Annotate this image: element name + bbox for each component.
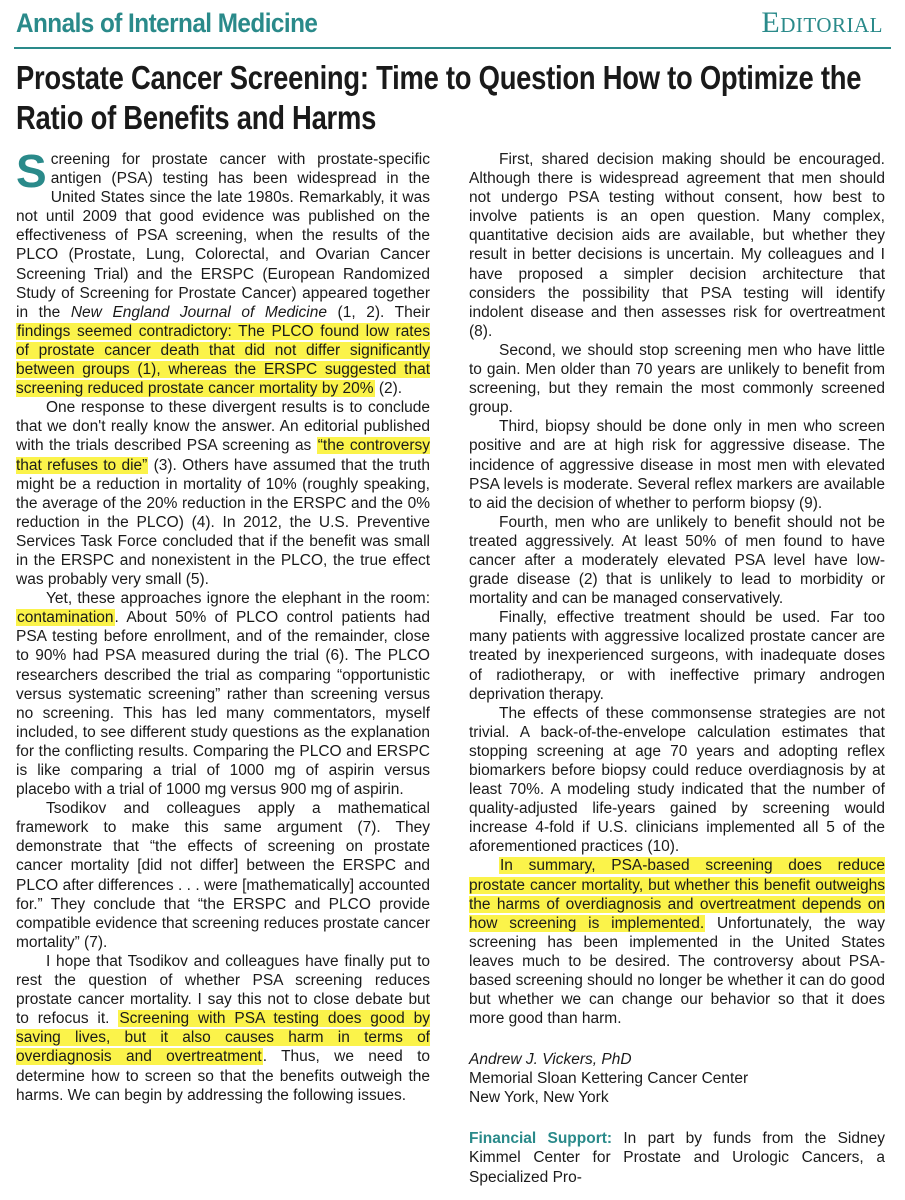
highlighted-text: findings seemed contradictory: The PLCO found low rates of prostate cancer death that did not differ significantly between groups (1), whereas the ERSPC suggested that screening reduced prostate cancer mortality by 20% bbox=[16, 322, 430, 398]
highlighted-text: Screening with PSA testing does good by saving lives, but it also causes harm in terms of overdiagnosis and overtreatment bbox=[16, 1010, 430, 1066]
paragraph bbox=[469, 856, 885, 1028]
text-run: Unfortunately, the way screening has been implemented in the United States leaves much to be desired. The controversy about PSA-based screening should no longer be whether it can do good but whether we can change our behavior so that it does more good than harm. bbox=[469, 914, 885, 1028]
paragraph: Tsodikov and colleagues apply a mathematical framework to make this same argument (7). They demonstrate that “the effects of screening on prostate cancer mortality [did not differ] between the ERSPC and PLCO after differences . . . were [mathematically] accounted for.” They conclude that “the ERSPC and PLCO provide compatible evidence that screening reduces prostate cancer mortality” (7). bbox=[16, 800, 430, 951]
journal-name: Annals of Internal Medicine bbox=[16, 8, 318, 38]
journal-citation: New England Journal of Medicine bbox=[70, 303, 327, 321]
text-run: One response to these divergent results is to conclude that we don't really know the answer. An editorial published with the trials described PSA screening as bbox=[16, 399, 430, 455]
financial-support-text: In part by funds from the Sidney Kimmel Center for Prostate and Urologic Cancers, a Specialized Pro- bbox=[469, 1130, 885, 1186]
text-run: (3). Others have assumed that the truth might be a reduction in mortality of 10% (roughly speaking, the average of the 20% reduction in the ERSPC and the 0% reduction in the PLCO) (4). In 2012, the U.S. Preventive Services Task Force concluded that if the benefit was small in the ERSPC and nonexistent in the PLCO, the true effect was probably very small (5). bbox=[16, 456, 430, 589]
paragraph: Second, we should stop screening men who have little to gain. Men older than 70 years are unlikely to benefit from screening, but they remain the most commonly screened group. bbox=[469, 341, 885, 417]
header-rule bbox=[14, 47, 891, 49]
paragraph bbox=[16, 145, 430, 398]
highlighted-text: “the controversy that refuses to die” bbox=[16, 437, 430, 474]
text-run: (2). bbox=[374, 380, 403, 398]
text-run: I hope that Tsodikov and colleagues have finally put to rest the question of whether PSA screening reduces prostate cancer mortality. I say this not to close debate but to refocus it. bbox=[16, 952, 430, 1028]
paragraph bbox=[16, 398, 430, 589]
financial-support-label: Financial Support: bbox=[469, 1130, 613, 1148]
paragraph: Finally, effective treatment should be used. Far too many patients with aggressive localized prostate cancer are treated by inexperienced surgeons, with inadequate doses of radiotherapy, or with ineffective primary androgen deprivation therapy. bbox=[469, 609, 885, 703]
article-title bbox=[16, 58, 862, 138]
author-location: New York, New York bbox=[469, 1089, 609, 1107]
left-column bbox=[16, 145, 430, 1105]
paragraph: The effects of these commonsense strategies are not trivial. A back-of-the-envelope calculation estimates that stopping screening at age 70 years and adopting reflex biomarkers before biopsy could reduce overdiagnosis by at least 70%. A modeling study indicated that the number of quality-adjusted life-years gained by screening would increase 4-fold if U.S. clinicians implemented all 5 of the aforementioned practices (10). bbox=[469, 704, 885, 856]
author-name: Andrew J. Vickers, PhD bbox=[469, 1051, 632, 1069]
highlighted-text: contamination bbox=[17, 609, 114, 627]
title-line-2: Ratio of Benefits and Harms bbox=[16, 99, 377, 136]
drop-cap: S bbox=[16, 145, 47, 197]
byline bbox=[469, 1050, 885, 1107]
section-label: Editorial bbox=[761, 6, 883, 39]
paragraph: Third, biopsy should be done only in men who screen positive and are at high risk for aggressive disease. The incidence of aggressive disease in most men with elevated PSA levels is moderate. Several reflex markers are available to aid the decision of whether to perform biopsy (9). bbox=[469, 418, 885, 512]
text-run: . Thus, we need to determine how to screen so that the benefits outweigh the harms. We can begin by addressing the following issues. bbox=[16, 1048, 430, 1104]
text-run: creening for prostate cancer with prostate-specific antigen (PSA) testing has been widespread in the United States since the late 1980s. Remarkably, it was not until 2009 that good evidence was published on the effectiveness of PSA screening, when the results of the PLCO (Prostate, Lung, Colorectal, and Ovarian Cancer Screening Trial) and the ERSPC (European Randomized Study of Screening for Prostate Cancer) appeared together in the bbox=[16, 151, 430, 321]
paragraph: First, shared decision making should be encouraged. Although there is widespread agreement that men should not undergo PSA testing without consent, how best to involve patients is an open question. Many complex, quantitative decision aids are available, but whether they result in better decisions is uncertain. My colleagues and I have proposed a simpler decision architecture that considers the possibility that PSA testing will identify indolent disease and then assesses risk for overtreatment (8). bbox=[469, 151, 885, 340]
highlighted-text: In summary, PSA-based screening does reduce prostate cancer mortality, but whether this benefit outweighs the harms of overdiagnosis and overtreatment depends on how screening is implemented. bbox=[469, 857, 885, 932]
paragraph bbox=[16, 952, 430, 1105]
paragraph: Fourth, men who are unlikely to benefit should not be treated aggressively. At least 50% of men found to have cancer after a moderately elevated PSA level have low-grade disease (2) that is unlikely to lead to morbidity or mortality and can be managed conservatively. bbox=[469, 513, 885, 608]
financial-support bbox=[469, 1129, 885, 1186]
text-run: Yet, these approaches ignore the elephant in the room: bbox=[46, 590, 430, 608]
title-line-1: Prostate Cancer Screening: Time to Question How to Optimize the bbox=[16, 59, 862, 96]
author-affiliation: Memorial Sloan Kettering Cancer Center bbox=[469, 1070, 749, 1088]
text-run: (1, 2). Their bbox=[326, 303, 430, 321]
paragraph bbox=[16, 589, 430, 799]
right-column bbox=[469, 150, 885, 1187]
text-run: . About 50% of PLCO control patients had PSA testing before enrollment, and of the remainder, close to 90% had PSA measured during the trial (6). The PLCO researchers described the trial as comparing “opportunistic versus systematic screening” rather than screening versus no screening. This has led many commentators, myself included, to see different study questions as the explanation for the conflicting results. Comparing the PLCO and ERSPC is like comparing a trial of 1000 mg of aspirin versus placebo with a trial of 1000 mg versus 900 mg of aspirin. bbox=[16, 609, 430, 799]
